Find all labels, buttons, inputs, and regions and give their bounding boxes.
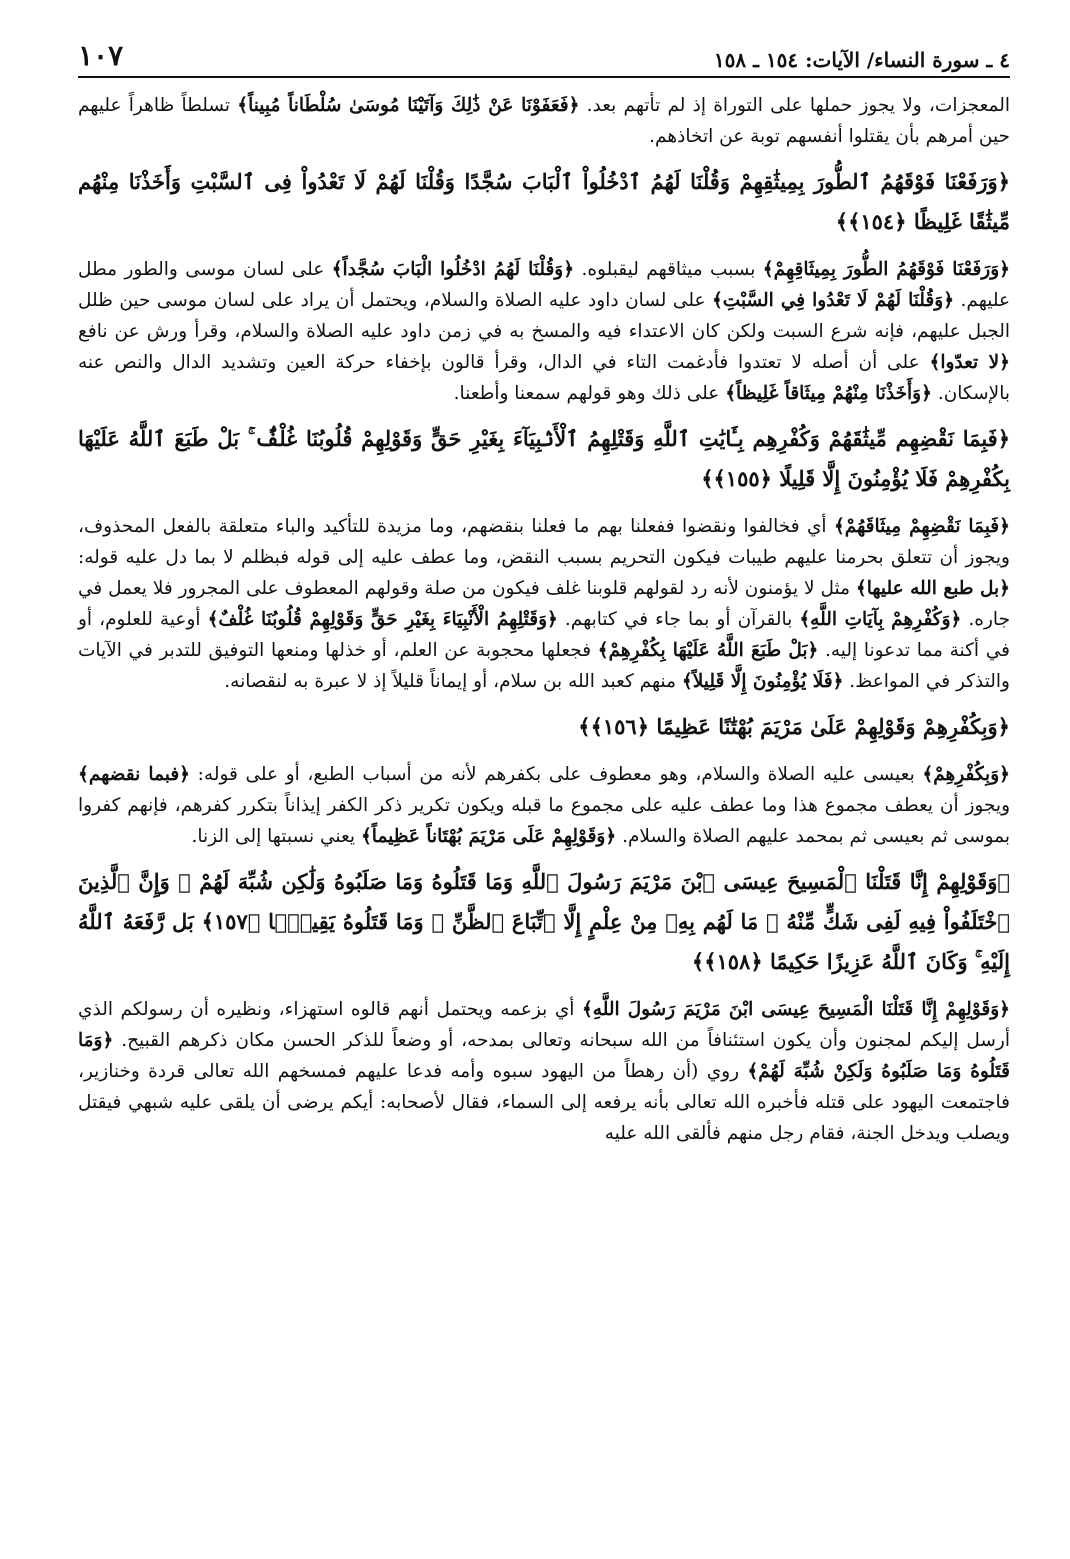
quoted-verse-fragment: ﴿فَلَا يُؤْمِنُونَ إِلَّا قَلِيلاً﴾ (681, 671, 844, 692)
quoted-verse-fragment: ﴿وَأَخَذْنَا مِنْهُمْ مِيثَاقاً غَلِيظاً﴾ (725, 383, 932, 404)
commentary-paragraph (78, 511, 1010, 697)
commentary-paragraph (78, 254, 1010, 409)
quoted-verse-fragment: ﴿وَكُفْرِهِمْ بِآيَاتِ اللَّهِ﴾ (799, 609, 962, 630)
commentary-text: أوعية للعلوم، أو في أكنة مما تدعونا إليه. (78, 609, 1010, 661)
quoted-verse-fragment: ﴿فَبِمَا نَقْضِهِمْ مِيثَاقَهُمْ﴾ (833, 516, 1010, 537)
quran-verse-157-158: ﴿وَقَوْلِهِمْ إِنَّا قَتَلْنَا ٱلْمَسِيحَ عِيسَى ٱبْنَ مَرْيَمَ رَسُولَ ٱللَّهِ وَمَا قَتَلُوهُ وَمَا صَلَبُوهُ وَلَٰكِن شُبِّهَ لَهُمْ ۚ وَإِنَّ ٱلَّذِينَ ٱخْتَلَفُواْ فِيهِ لَفِى شَكٍّ مِّنْهُ ۚ مَا لَهُم بِهِۦ مِنْ عِلْمٍ إِلَّا ٱتِّبَاعَ ٱلظَّنِّ ۚ وَمَا قَتَلُوهُ يَقِينًۢا ﴿١٥٧﴾ بَل رَّفَعَهُ ٱللَّهُ إِلَيْهِ ۚ وَكَانَ ٱللَّهُ عَزِيزًا حَكِيمًا ﴿١٥٨﴾﴾ (78, 869, 1010, 974)
commentary-text: أي فخالفوا ونقضوا ففعلنا بهم ما فعلنا بنقضهم، وما مزيدة للتأكيد والباء متعلقة بالفعل المحذوف، ويجوز أن تتعلق بحرمنا عليهم طيبات فيكون التحريم بسبب النقض، وما عطف عليه إلى قوله فبظلم لا بما دل عليه قوله: (78, 516, 1010, 568)
commentary-text: يعني نسبتها إلى الزنا. (191, 826, 361, 847)
commentary-text: بعيسى عليه الصلاة والسلام، وهو معطوف على بكفرهم لأنه من أسباب الطبع، أو على قوله: (190, 764, 923, 785)
quoted-verse-fragment: ﴿وَقَوْلِهِمْ إِنَّا قَتَلْنَا الْمَسِيحَ عِيسَى ابْنَ مَرْيَمَ رَسُولَ اللَّهِ﴾ (581, 999, 1010, 1020)
page-header (78, 28, 1010, 78)
commentary-paragraph (78, 759, 1010, 852)
commentary-text: على لسان موسى والطور مطل عليهم. (78, 259, 1010, 311)
quoted-verse-fragment: ﴿لا تعدّوا﴾ (929, 352, 1010, 373)
commentary-text: على لسان داود عليه الصلاة والسلام، ويحتمل أن يراد على لسان موسى حين ظلل الجبل عليهم، فإنه شرع السبت ولكن كان الاعتداء فيه والمسخ به في زمن داود عليه الصلاة والسلام، وقرأ ورش عن نافع (78, 290, 1010, 342)
commentary-text: مثل لا يؤمنون لأنه رد لقولهم قلوبنا غلف فيكون من صلة وقولهم المعطوف على المجرور فلا يعمل في جاره. (78, 578, 1011, 630)
document-page (78, 28, 1010, 1528)
quoted-verse-fragment: ﴿وَقُلْنَا لَهُمُ ادْخُلُوا الْبَابَ سُجَّداً﴾ (331, 259, 575, 280)
commentary-paragraph (78, 994, 1010, 1149)
page-content (78, 90, 1010, 1149)
quoted-verse-fragment: ﴿وَرَفَعْنَا فَوْقَهُمُ الطُّورَ بِمِيثَاقِهِمْ﴾ (762, 259, 1010, 280)
quoted-verse-fragment: ﴿فبما نقضهم﴾ (78, 764, 191, 785)
commentary-text: منهم كعبد الله بن سلام، أو إيماناً قليلاً إذ لا عبرة به لنقصانه. (224, 671, 682, 692)
quoted-verse-fragment: ﴿وَقُلْنَا لَهُمْ لَا تَعْدُوا فِي السَّبْتِ﴾ (711, 290, 955, 311)
commentary-text: فجعلها محجوبة عن العلم، أو خذلها ومنعها التوفيق للتدبر في الآيات والتذكر في المواعظ. (78, 640, 1010, 692)
quoted-verse-fragment: ﴿فَعَفَوْنَا عَنْ ذَٰلِكَ وَآتَيْنَا مُوسَىٰ سُلْطَاناً مُبِيناً﴾ (237, 95, 580, 116)
commentary-text: على ذلك وهو قولهم سمعنا وأطعنا. (453, 383, 726, 404)
commentary-text: بالقرآن أو بما جاء في كتابهم. (557, 609, 800, 630)
quoted-verse-fragment: ﴿وَقَوْلِهِمْ عَلَى مَرْيَمَ بُهْتَاناً عَظِيماً﴾ (360, 826, 617, 847)
commentary-text: المعجزات، ولا يجوز حملها على التوراة إذ لم تأتهم بعد. (579, 95, 1011, 116)
commentary-text: ويجوز أن يعطف مجموع هذا وما عطف عليه على مجموع ما قبله ويكون تكرير ذكر الكفر إيذاناً بتكرر كفرهم، فإنهم كفروا بموسى ثم بعيسى ثم بمحمد عليهم الصلاة والسلام. (78, 795, 1010, 847)
commentary-paragraph (78, 90, 1010, 152)
quoted-verse-fragment: ﴿وَقَتْلِهِمُ الْأَنْبِيَاءَ بِغَيْرِ حَقٍّ وَقَوْلِهِمْ قُلُوبُنَا غُلْفٌ﴾ (207, 609, 558, 630)
commentary-text: تسلطاً ظاهراً عليهم حين أمرهم بأن يقتلوا أنفسهم توبة عن اتخاذهم. (78, 95, 1010, 147)
commentary-text: على أن أصله لا تعتدوا فأدغمت التاء في الدال، وقرأ قالون بإخفاء حركة العين وتشديد الدال والنص عنه بالإسكان. (78, 352, 1010, 404)
quoted-verse-fragment: ﴿بل طبع الله عليها﴾ (855, 578, 1010, 599)
quran-verse-156: ﴿وَبِكُفْرِهِمْ وَقَوْلِهِمْ عَلَىٰ مَرْيَمَ بُهْتَٰنًا عَظِيمًا ﴿١٥٦﴾﴾ (578, 714, 1010, 739)
quran-verse-155: ﴿فَبِمَا نَقْضِهِم مِّيثَٰقَهُمْ وَكُفْرِهِم بِـَٔايَٰتِ ٱللَّهِ وَقَتْلِهِمُ ٱلْأَنۢبِيَآءَ بِغَيْرِ حَقٍّ وَقَوْلِهِمْ قُلُوبُنَا غُلْفٌۢ ۚ بَلْ طَبَعَ ٱللَّهُ عَلَيْهَا بِكُفْرِهِمْ فَلَا يُؤْمِنُونَ إِلَّا قَلِيلًا ﴿١٥٥﴾﴾ (78, 426, 1010, 491)
quoted-verse-fragment: ﴿بَلْ طَبَعَ اللَّهُ عَلَيْهَا بِكُفْرِهِمْ﴾ (597, 640, 819, 661)
quoted-verse-fragment: ﴿وَمَا قَتَلُوهُ وَمَا صَلَبُوهُ وَلَكِنْ شُبِّهَ لَهُمْ﴾ (78, 1030, 1010, 1082)
commentary-text: روي (أن رهطاً من اليهود سبوه وأمه فدعا عليهم فمسخهم الله تعالى قردة وخنازير، فاجتمعت اليهود على قتله فأخبره الله تعالى بأنه يرفعه إلى السماء، فقال لأصحابه: أيكم يرضى أن يلقى عليه شبهي فيقتل ويصلب ويدخل الجنة، فقام رجل منهم فألقى الله عليه (78, 1061, 1010, 1144)
quoted-verse-fragment: ﴿وَبِكُفْرِهِمْ﴾ (922, 764, 1010, 785)
page-number: ١٠٧ (78, 39, 124, 72)
running-header-title: ٤ ـ سورة النساء/ الآيات: ١٥٤ ـ ١٥٨ (713, 48, 1010, 72)
commentary-text: بسبب ميثاقهم ليقبلوه. (574, 259, 763, 280)
quran-verse-154: ﴿وَرَفَعْنَا فَوْقَهُمُ ٱلطُّورَ بِمِيثَٰقِهِمْ وَقُلْنَا لَهُمُ ٱدْخُلُواْ ٱلْبَابَ سُجَّدًا وَقُلْنَا لَهُمْ لَا تَعْدُواْ فِى ٱلسَّبْتِ وَأَخَذْنَا مِنْهُم مِّيثَٰقًا غَلِيظًا ﴿١٥٤﴾﴾ (78, 169, 1010, 234)
commentary-text: أي بزعمه ويحتمل أنهم قالوه استهزاء، ونظيره أن رسولكم الذي أرسل إليكم لمجنون وأن يكون استئنافاً من الله سبحانه وتعالى بمدحه، أو وضعاً للذكر الحسن مكان ذكرهم القبيح. (78, 999, 1010, 1051)
